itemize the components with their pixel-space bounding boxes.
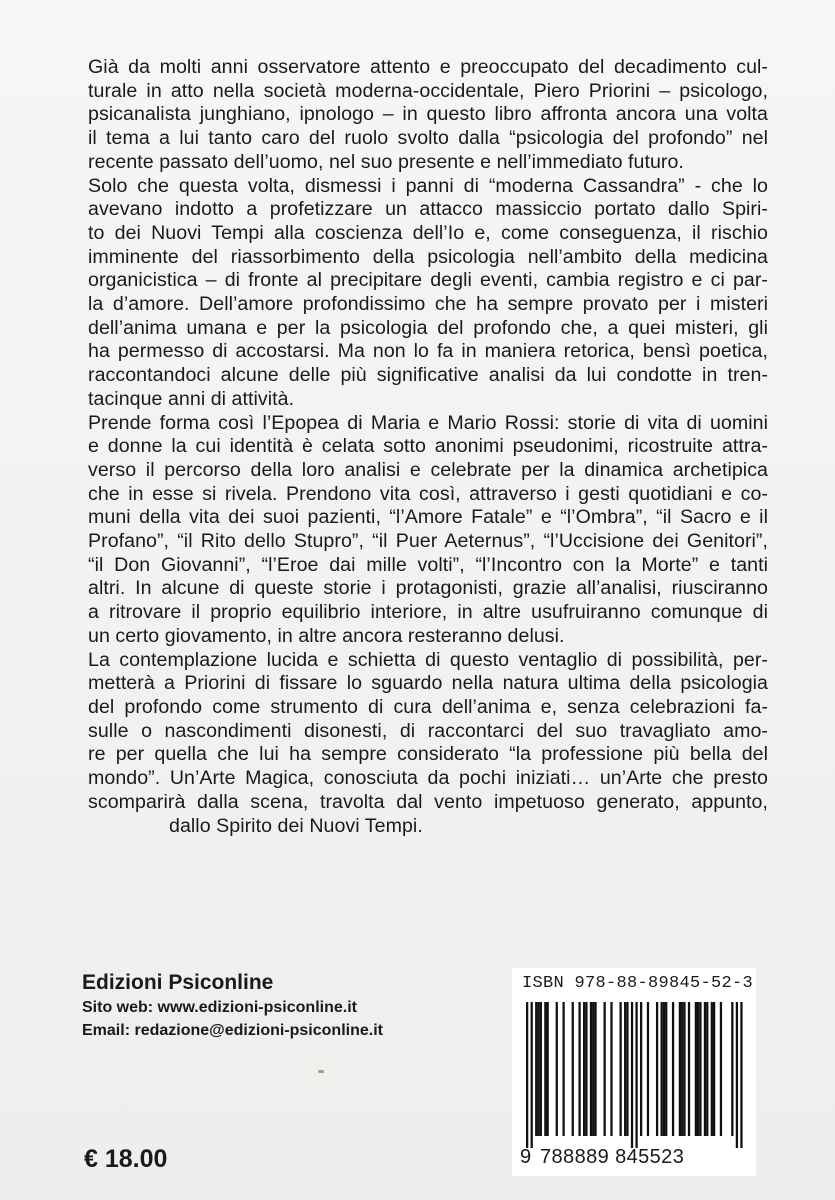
barcode-bar xyxy=(547,1002,549,1136)
blurb-line: mondo”. Un’Arte Magica, conosciuta da pochi iniziati… un’Arte che presto xyxy=(88,767,768,790)
blurb-line: dallo Spirito dei Nuovi Tempi. xyxy=(169,814,423,837)
barcode-bar xyxy=(594,1002,596,1136)
blurb-line: organicistica – di fronte al precipitare degli eventi, cambia registro e ci par- xyxy=(88,269,768,292)
blurb-line: muni della vita dei suoi pazienti, “l’Amore Fatale” e “l’Ombra”, “il Sacro e il xyxy=(88,506,768,529)
publisher-name: Edizioni Psiconline xyxy=(82,971,274,994)
barcode-bar xyxy=(704,1002,706,1136)
barcode-bar xyxy=(585,1002,587,1136)
barcode-bar xyxy=(661,1002,663,1136)
barcode-bar xyxy=(681,1002,683,1136)
blurb-line: Profano”, “il Rito dello Stupro”, “il Puer Aeternus”, “l’Uccisione dei Genitori”, xyxy=(88,530,768,553)
barcode-bar xyxy=(578,1002,580,1136)
blurb-line: turale in atto nella società moderna-occidentale, Piero Priorini – psicologo, xyxy=(88,79,768,102)
barcode-bar xyxy=(699,1002,701,1136)
blurb-line: sulle o nascondimenti disonesti, di raccontarci del suo travagliato amo- xyxy=(88,719,768,742)
barcode-bar xyxy=(731,1002,733,1136)
blurb-line: che in esse si rivela. Prendono vita così, attraverso i gesti quotidiani e co- xyxy=(88,482,768,505)
publisher-block xyxy=(82,970,383,1042)
blurb-line: dell’anima umana e per la psicologia del profondo che, a quei misteri, gli xyxy=(88,316,768,339)
barcode-bar xyxy=(572,1002,574,1136)
blurb-line: tacinque anni di attività. xyxy=(88,387,295,410)
barcode-bar xyxy=(583,1002,585,1136)
barcode-bar xyxy=(624,1002,626,1136)
blurb-line: e donne la cui identità è celata sotto anonimi pseudonimi, ricostruite attra- xyxy=(88,435,768,458)
blurb-line: altri. In alcune di queste storie i protagonisti, grazie all’analisi, riusciranno xyxy=(88,577,768,600)
blurb-line: scomparirà dalla scena, travolta dal vento impetuoso generato, appunto, xyxy=(88,790,768,813)
barcode-bar xyxy=(663,1002,665,1136)
blurb-line: La contemplazione lucida e schietta di questo ventaglio di possibilità, per- xyxy=(88,648,768,671)
blurb-line: un certo giovamento, in altre ancora resteranno delusi. xyxy=(88,624,565,647)
blurb-line: metterà a Priorini di fissare lo sguardo nella natura ultima della psicologia xyxy=(88,672,768,695)
blurb-line: raccontandoci alcune delle più significative analisi da lui condotte in tren- xyxy=(88,364,768,387)
barcode-bar xyxy=(604,1002,606,1136)
barcode-bar xyxy=(592,1002,594,1136)
barcode-bar xyxy=(526,1002,528,1148)
barcode-bar xyxy=(706,1002,708,1136)
blurb-text xyxy=(88,56,768,838)
ean-remaining-digits: 788889 845523 xyxy=(540,1146,685,1168)
barcode-bar xyxy=(679,1002,681,1136)
blurb-line: Solo che questa volta, dismessi i panni di “moderna Cassandra” - che lo xyxy=(88,174,768,197)
barcode-bar xyxy=(610,1002,612,1136)
barcode-bar xyxy=(695,1002,697,1136)
blurb-line: “il Don Giovanni”, “l’Eroe dai mille volti”, “l’Incontro con la Morte” e tanti xyxy=(88,553,768,576)
price-label: € 18.00 xyxy=(84,1145,168,1173)
barcode-bar xyxy=(736,1002,738,1148)
blurb-line: to dei Nuovi Tempi alla coscienza dell’Io e, come conseguenza, il rischio xyxy=(88,221,768,244)
barcode-bar xyxy=(531,1002,533,1148)
barcode-bar xyxy=(665,1002,667,1136)
barcode-bar xyxy=(688,1002,690,1136)
blurb-line: avevano indotto a profetizzare un attacco massiccio portato dallo Spiri- xyxy=(88,198,768,221)
blurb-line: Prende forma così l’Epopea di Maria e Mario Rossi: storie di vita di uomini xyxy=(88,411,768,434)
barcode-bar xyxy=(713,1002,715,1136)
blurb-line: ha permesso di accostarsi. Ma non lo fa in maniera retorica, bensì poetica, xyxy=(88,340,768,363)
publisher-website: Sito web: www.edizioni-psiconline.it xyxy=(82,999,357,1016)
barcode-bar xyxy=(647,1002,649,1136)
barcode-bar xyxy=(672,1002,674,1136)
barcode-bar xyxy=(697,1002,699,1136)
barcode-bar xyxy=(544,1002,546,1136)
blurb-line: la d’amore. Dell’amore profondissimo che ha sempre provato per i misteri xyxy=(88,293,768,316)
blurb-line: Già da molti anni osservatore attento e preoccupato del decadimento cul- xyxy=(88,56,768,78)
blurb-line: recente passato dell’uomo, nel suo presente e nell’immediato futuro. xyxy=(88,150,684,173)
barcode-bar xyxy=(656,1002,658,1136)
blurb-line: verso il percorso della loro analisi e celebrate per la dinamica archetipica xyxy=(88,458,768,481)
blurb-line: del profondo come strumento di cura dell’anima e, senza celebrazioni fa- xyxy=(88,695,768,718)
barcode-bar xyxy=(556,1002,558,1136)
barcode-bar xyxy=(635,1002,637,1148)
barcode-bar xyxy=(562,1002,564,1136)
barcode-bar xyxy=(631,1002,633,1148)
publisher-email: Email: redazione@edizioni-psiconline.it xyxy=(82,1022,383,1039)
barcode-bar xyxy=(537,1002,539,1136)
isbn-label: ISBN 978-88-89845-52-3 xyxy=(522,974,754,993)
barcode-bar xyxy=(619,1002,621,1136)
blurb-line: imminente del riassorbimento della psicologia nell’ambito della medicina xyxy=(88,245,768,268)
blurb-line: re per quella che lui ha sempre considerato “la professione più bella del xyxy=(88,743,768,766)
ean-first-digit: 9 xyxy=(520,1146,532,1168)
barcode-bar xyxy=(640,1002,642,1136)
barcode-bar xyxy=(711,1002,713,1136)
blurb-line: psicanalista junghiano, ipnologo – in questo libro affronta ancora una volta xyxy=(88,103,768,126)
barcode-bar xyxy=(535,1002,537,1136)
barcode-bar xyxy=(590,1002,592,1136)
paper-speck xyxy=(318,1070,324,1073)
blurb-line: il tema a lui tanto caro del ruolo svolto dalla “psicologia del profondo” nel xyxy=(88,127,768,150)
barcode-bar xyxy=(683,1002,685,1136)
barcode-bar xyxy=(540,1002,542,1136)
barcode-image xyxy=(520,1002,748,1148)
blurb-line: a ritrovare il proprio equilibrio interiore, in altre usufruiranno comunque di xyxy=(88,601,768,624)
barcode-bar xyxy=(626,1002,628,1136)
barcode-bar xyxy=(740,1002,742,1148)
isbn-barcode-block xyxy=(512,968,756,1176)
barcode-bar xyxy=(720,1002,722,1136)
